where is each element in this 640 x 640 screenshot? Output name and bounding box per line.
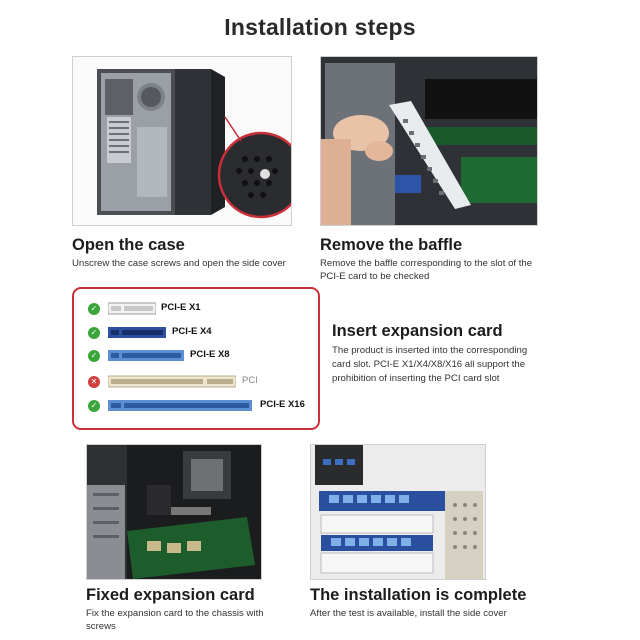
check-icon: ✓ <box>88 400 100 412</box>
step-desc-insert-card: The product is inserted into the corresponding card slot. PCI-E X1/X4/X8/X16 all support the prohibition of inserting the PCI card slot <box>332 345 528 384</box>
pcie-x16-slot-graphic <box>108 399 252 412</box>
remove-baffle-photo <box>320 56 538 226</box>
step-desc-installation-complete: After the test is available, install the side cover <box>310 608 507 619</box>
pcie-x1-slot-graphic <box>108 302 156 315</box>
step-title-remove-baffle: Remove the baffle <box>320 236 463 254</box>
page-title: Installation steps <box>224 14 416 40</box>
step-title-installation-complete: The installation is complete <box>310 586 527 604</box>
step-desc-fixed-card: Fix the expansion card to the chassis with screws <box>86 608 264 632</box>
step-title-open-case: Open the case <box>72 236 185 254</box>
step-desc-remove-baffle: Remove the baffle corresponding to the slot of the PCI-E card to be checked <box>320 258 533 282</box>
step-desc-open-case: Unscrew the case screws and open the side cover <box>72 258 286 269</box>
slot-label: PCI-E X4 <box>172 326 212 337</box>
installation-complete-photo <box>310 444 486 580</box>
fixed-card-photo <box>86 444 262 580</box>
slot-label: PCI-E X1 <box>161 302 201 313</box>
slot-label: PCI-E X8 <box>190 349 230 360</box>
check-icon: ✓ <box>88 303 100 315</box>
pcie-x8-slot-graphic <box>108 349 184 362</box>
slot-label: PCI <box>242 375 258 386</box>
pcie-x4-slot-graphic <box>108 326 166 339</box>
slot-row-pcie-x16 <box>74 396 318 416</box>
slot-compatibility-panel <box>72 287 320 430</box>
slot-row-pcie-x8 <box>74 346 318 366</box>
step-title-insert-card: Insert expansion card <box>332 322 503 340</box>
pci-slot-graphic <box>108 375 236 388</box>
slot-label: PCI-E X16 <box>260 399 305 410</box>
slot-row-pcie-x1 <box>74 299 318 319</box>
slot-row-pci <box>74 372 318 392</box>
check-icon: ✓ <box>88 327 100 339</box>
check-icon: ✓ <box>88 350 100 362</box>
slot-row-pcie-x4 <box>74 323 318 343</box>
step-title-fixed-card: Fixed expansion card <box>86 586 255 604</box>
open-case-photo <box>72 56 292 226</box>
cross-icon: ✕ <box>88 376 100 388</box>
